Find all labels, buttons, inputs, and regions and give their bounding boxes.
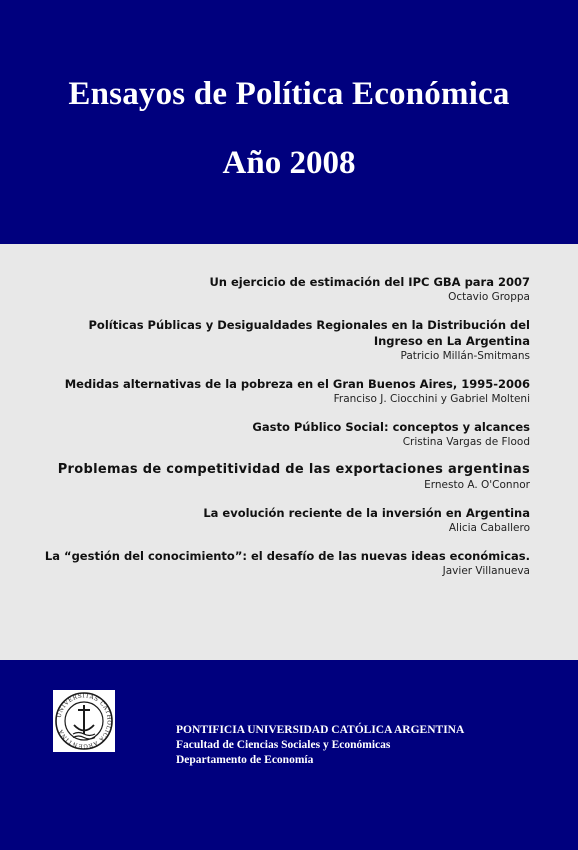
toc-entry (40, 548, 530, 578)
toc-entry (40, 462, 530, 492)
department-name: Departamento de Economía (176, 754, 314, 766)
seal-emblem-icon (53, 690, 115, 752)
toc-entry-title: Un ejercicio de estimación del IPC GBA para 2007 (209, 275, 530, 289)
toc-entry-author: Cristina Vargas de Flood (402, 436, 530, 448)
title-band (0, 0, 578, 244)
faculty-name: Facultad de Ciencias Sociales y Económicas (176, 739, 391, 751)
toc-entry-author: Alicia Caballero (448, 522, 530, 534)
toc-entry (40, 505, 530, 535)
toc-entry-author: Franciso J. Ciocchini y Gabriel Molteni (333, 393, 530, 405)
institution-block (176, 723, 464, 768)
university-name: PONTIFICIA UNIVERSIDAD CATÓLICA ARGENTINA (176, 724, 465, 736)
toc-entry-title: Políticas Públicas y Desigualdades Regionales en la Distribución del Ingreso en La Argentina (88, 318, 530, 348)
toc-entry-author: Javier Villanueva (442, 565, 530, 577)
toc-entry-title: Gasto Público Social: conceptos y alcances (252, 420, 530, 434)
toc-entry-title: La “gestión del conocimiento”: el desafío de las nuevas ideas económicas. (44, 549, 530, 563)
university-seal (53, 690, 115, 752)
toc-entry-title: Medidas alternativas de la pobreza en el Gran Buenos Aires, 1995-2006 (64, 377, 530, 391)
toc-entry-author: Ernesto A. O'Connor (424, 479, 530, 491)
toc-entry (40, 376, 530, 406)
toc-entry (40, 317, 530, 363)
table-of-contents (40, 274, 530, 591)
toc-entry-title: La evolución reciente de la inversión en Argentina (203, 506, 530, 520)
publication-year: Año 2008 (222, 145, 356, 181)
toc-entry-author: Octavio Groppa (448, 291, 530, 303)
toc-entry (40, 419, 530, 449)
publication-title: Ensayos de Política Económica (68, 76, 510, 112)
toc-entry-title: Problemas de competitividad de las exportaciones argentinas (57, 462, 530, 477)
svg-text:UNIVERSITAS CATHOLICA ARGENTIN: UNIVERSITAS CATHOLICA ARGENTINA (56, 693, 112, 749)
toc-entry (40, 274, 530, 304)
toc-entry-author: Patricio Millán-Smitmans (400, 350, 530, 362)
